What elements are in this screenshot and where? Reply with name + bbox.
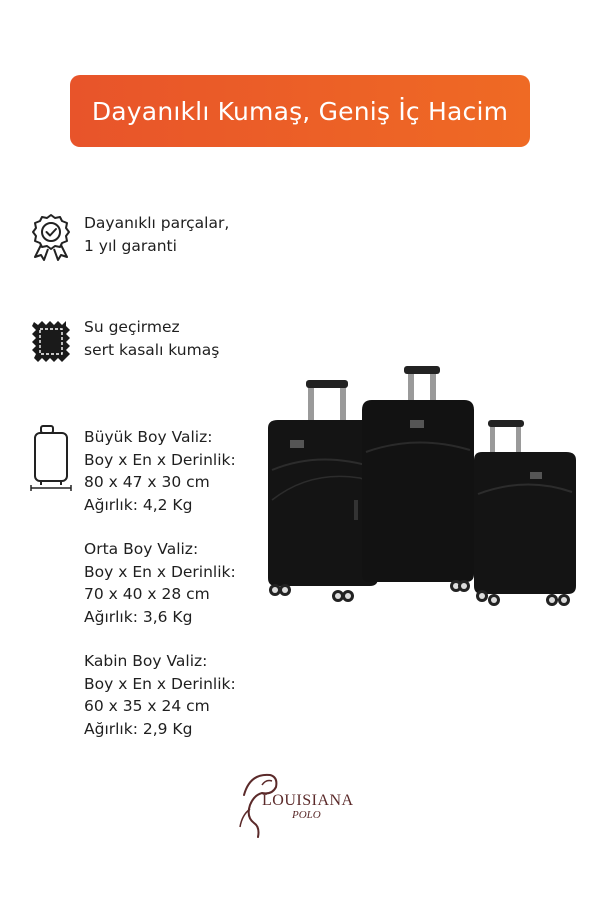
feature-waterproof-text: [84, 316, 219, 362]
spec-name: Kabin Boy Valiz:: [84, 652, 208, 670]
spec-medium: [84, 538, 236, 628]
spec-dims-label: Boy x En x Derinlik:: [84, 674, 236, 693]
spec-large: [84, 426, 236, 516]
spec-weight: Ağırlık: 2,9 Kg: [84, 719, 193, 738]
spec-name: Büyük Boy Valiz:: [84, 428, 213, 446]
fabric-icon: [28, 316, 74, 368]
feature-dimensions: [28, 424, 74, 492]
spec-dims-label: Boy x En x Derinlik:: [84, 450, 236, 469]
quality-badge-icon: [28, 212, 74, 264]
spec-weight: Ağırlık: 3,6 Kg: [84, 607, 193, 626]
suitcase-left: [268, 380, 378, 602]
feature-line: Dayanıklı parçalar,: [84, 214, 230, 232]
suitcase-right: [474, 420, 576, 606]
spec-dims-label: Boy x En x Derinlik:: [84, 562, 236, 581]
suitcase-dimensions-icon: [28, 424, 74, 492]
feature-warranty-text: [84, 212, 229, 258]
spec-weight: Ağırlık: 4,2 Kg: [84, 495, 193, 514]
feature-line: 1 yıl garanti: [84, 237, 177, 255]
luggage-set-image: [250, 360, 590, 610]
spec-dims: 70 x 40 x 28 cm: [84, 585, 210, 603]
spec-name: Orta Boy Valiz:: [84, 540, 199, 558]
feature-line: sert kasalı kumaş: [84, 341, 220, 359]
spec-dims: 60 x 35 x 24 cm: [84, 697, 210, 715]
feature-line: Su geçirmez: [84, 318, 180, 336]
spec-dims: 80 x 47 x 30 cm: [84, 473, 210, 491]
feature-warranty: [28, 212, 229, 264]
headline-banner: [70, 75, 530, 147]
suitcase-middle: [362, 366, 474, 592]
logo-brand-text: LOUISIANA: [262, 792, 354, 809]
logo-sub-text: POLO: [292, 809, 321, 821]
feature-waterproof: [28, 316, 219, 368]
spec-cabin: [84, 650, 236, 740]
specs-list: [84, 426, 236, 762]
headline-text: Dayanıklı Kumaş, Geniş İç Hacim: [91, 96, 509, 126]
